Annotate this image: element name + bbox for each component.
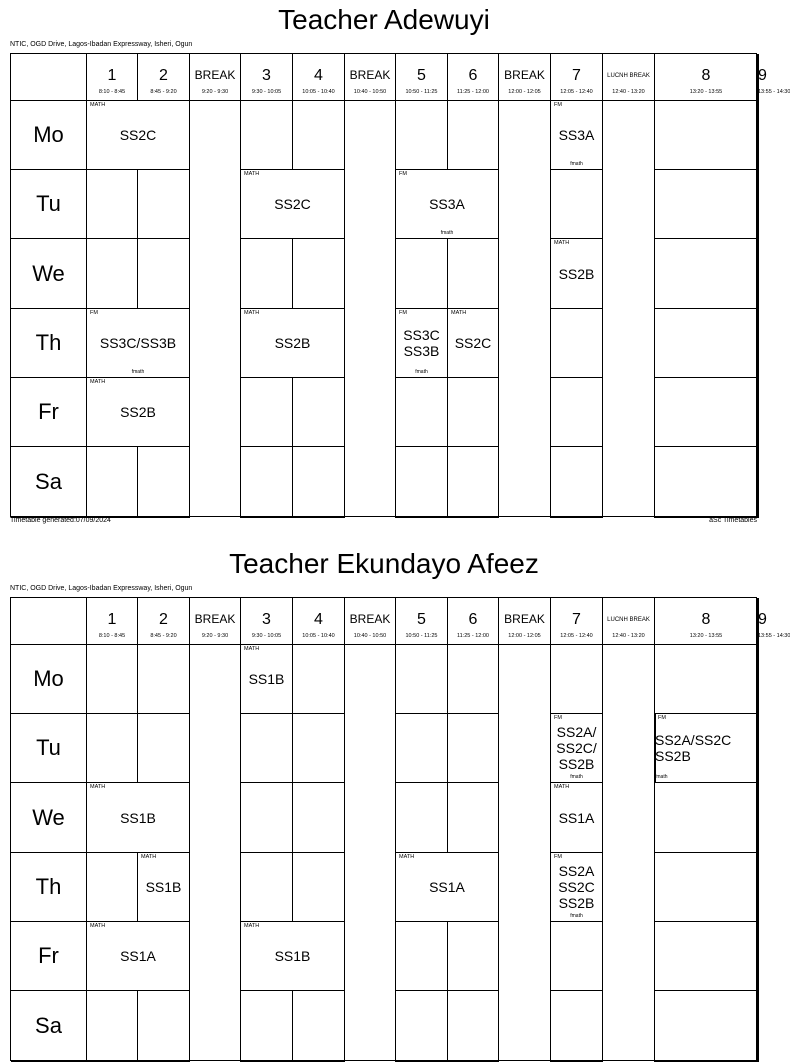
timetable-title: Teacher Adewuyi bbox=[278, 4, 490, 35]
empty-slot bbox=[241, 447, 293, 518]
empty-slot bbox=[138, 714, 190, 783]
period-header bbox=[241, 54, 293, 101]
break-column-cell bbox=[499, 378, 551, 447]
lesson-card[interactable] bbox=[551, 853, 603, 922]
break-label: BREAK bbox=[504, 612, 545, 626]
empty-slot bbox=[293, 645, 345, 714]
period-time: 9:20 - 9:30 bbox=[201, 633, 229, 639]
lesson-card[interactable] bbox=[396, 170, 499, 239]
empty-slot bbox=[87, 991, 138, 1062]
period-number: 3 bbox=[262, 611, 271, 628]
day-label: Mo bbox=[33, 666, 64, 691]
generated-date: Timetable generated:07/09/2024 bbox=[10, 517, 111, 524]
lesson-note: fmath bbox=[440, 230, 454, 236]
empty-slot bbox=[241, 239, 293, 309]
timetable-grid bbox=[10, 597, 790, 1061]
period-header bbox=[603, 54, 655, 101]
break-label: BREAK bbox=[504, 68, 545, 82]
lesson-note: fmath bbox=[415, 369, 428, 375]
empty-slot bbox=[448, 991, 499, 1062]
empty-slot bbox=[551, 447, 603, 518]
empty-slot bbox=[138, 991, 190, 1062]
break-column-cell bbox=[603, 645, 655, 714]
period-header bbox=[499, 54, 551, 101]
empty-slot bbox=[448, 239, 499, 309]
break-label: BREAK bbox=[194, 68, 236, 82]
lesson-classes: SS3C SS3B bbox=[403, 327, 440, 359]
empty-slot bbox=[87, 853, 138, 922]
period-time: 12:40 - 13:20 bbox=[612, 89, 645, 95]
break-column-cell bbox=[190, 645, 241, 714]
day-label: Sa bbox=[35, 1013, 62, 1038]
break-column-cell bbox=[190, 239, 241, 309]
break-column-cell bbox=[345, 991, 396, 1062]
period-time: 9:30 - 10:05 bbox=[251, 633, 282, 639]
lesson-subject: FM bbox=[554, 715, 562, 721]
empty-slot bbox=[396, 378, 448, 447]
break-column-cell bbox=[499, 239, 551, 309]
empty-slot bbox=[655, 101, 758, 170]
period-header bbox=[241, 598, 293, 645]
lesson-card[interactable] bbox=[551, 239, 603, 309]
empty-slot bbox=[551, 378, 603, 447]
lesson-classes: SS1B bbox=[120, 809, 156, 826]
period-header bbox=[87, 54, 138, 101]
lesson-card[interactable] bbox=[551, 101, 603, 170]
school-address: NTIC, OGD Drive, Lagos-Ibadan Expressway, Isheri, Ogun bbox=[10, 585, 193, 592]
lesson-subject: MATH bbox=[244, 310, 260, 316]
empty-slot bbox=[138, 447, 190, 518]
break-column-cell bbox=[190, 101, 241, 170]
break-column-cell bbox=[499, 645, 551, 714]
empty-slot bbox=[396, 714, 448, 783]
period-header bbox=[551, 54, 603, 101]
lesson-note: fmath bbox=[131, 369, 145, 375]
day-label-cell bbox=[11, 853, 87, 922]
lesson-classes: SS1A bbox=[120, 948, 156, 964]
lesson-card[interactable] bbox=[448, 309, 499, 378]
break-column-cell bbox=[499, 447, 551, 518]
break-column-cell bbox=[190, 378, 241, 447]
break-column-cell bbox=[345, 922, 396, 991]
lesson-subject: MATH bbox=[90, 379, 106, 385]
empty-slot bbox=[758, 239, 759, 309]
empty-slot bbox=[241, 378, 293, 447]
period-header bbox=[448, 598, 499, 645]
break-column-cell bbox=[345, 170, 396, 239]
lesson-classes: SS1B bbox=[248, 671, 285, 687]
day-label: Fr bbox=[38, 943, 59, 968]
period-number: 4 bbox=[314, 611, 323, 628]
period-time: 9:30 - 10:05 bbox=[251, 89, 282, 95]
empty-slot bbox=[655, 447, 758, 518]
period-header bbox=[396, 598, 448, 645]
day-label-cell bbox=[11, 645, 87, 714]
break-column-cell bbox=[345, 447, 396, 518]
lesson-card[interactable] bbox=[138, 853, 190, 922]
lesson-subject: MATH bbox=[141, 854, 157, 860]
lesson-card[interactable] bbox=[396, 853, 499, 922]
day-label-cell bbox=[11, 101, 87, 170]
day-label-cell bbox=[11, 309, 87, 378]
period-header bbox=[345, 598, 396, 645]
break-column-cell bbox=[190, 783, 241, 853]
break-column-cell bbox=[345, 853, 396, 922]
empty-slot bbox=[655, 922, 758, 991]
period-number: 5 bbox=[417, 67, 426, 84]
lesson-subject: MATH bbox=[244, 171, 260, 177]
empty-slot bbox=[396, 991, 448, 1062]
lesson-classes: SS1A bbox=[558, 809, 595, 826]
break-column-cell bbox=[345, 714, 396, 783]
empty-slot bbox=[655, 239, 758, 309]
period-header bbox=[655, 598, 758, 645]
day-label-cell bbox=[11, 783, 87, 853]
empty-slot bbox=[87, 447, 138, 518]
empty-slot bbox=[138, 170, 190, 239]
lesson-card[interactable] bbox=[87, 378, 190, 447]
lesson-note: fmath bbox=[570, 774, 583, 780]
period-time: 13:20 - 13:55 bbox=[689, 633, 723, 639]
lesson-subject: FM bbox=[658, 715, 666, 721]
empty-slot bbox=[758, 170, 759, 239]
empty-slot bbox=[655, 991, 758, 1062]
empty-slot bbox=[448, 447, 499, 518]
lesson-card[interactable] bbox=[241, 309, 345, 378]
day-label-cell bbox=[11, 170, 87, 239]
empty-slot bbox=[655, 170, 758, 239]
break-column-cell bbox=[603, 170, 655, 239]
empty-slot bbox=[293, 378, 345, 447]
lesson-subject: MATH bbox=[90, 102, 106, 108]
break-label: BREAK bbox=[349, 612, 391, 626]
lesson-classes: SS2A SS2C SS2B bbox=[558, 863, 595, 911]
break-column-cell bbox=[603, 991, 655, 1062]
lesson-subject: FM bbox=[554, 102, 562, 108]
empty-slot bbox=[87, 645, 138, 714]
break-column-cell bbox=[603, 922, 655, 991]
empty-slot bbox=[241, 853, 293, 922]
lesson-classes: SS2B bbox=[274, 335, 311, 351]
school-address: NTIC, OGD Drive, Lagos-Ibadan Expressway, Isheri, Ogun bbox=[10, 41, 193, 48]
break-column-cell bbox=[499, 783, 551, 853]
empty-slot bbox=[655, 309, 758, 378]
period-header: 9 13:55 - 14:30 bbox=[758, 598, 759, 645]
period-time: 10:05 - 10:40 bbox=[302, 633, 335, 639]
break-column-cell bbox=[603, 378, 655, 447]
empty-slot bbox=[551, 170, 603, 239]
lesson-subject: MATH bbox=[399, 854, 415, 860]
break-label: LUCNH BREAK bbox=[607, 617, 650, 623]
period-time: 13:20 - 13:55 bbox=[689, 89, 723, 95]
empty-slot bbox=[448, 783, 499, 853]
period-header bbox=[138, 598, 190, 645]
corner-cell bbox=[11, 54, 87, 101]
day-label: Sa bbox=[35, 469, 62, 494]
lesson-subject: MATH bbox=[244, 923, 260, 929]
break-column-cell bbox=[603, 447, 655, 518]
period-number: 6 bbox=[468, 67, 478, 84]
lesson-card[interactable]: FM SS2A/SS2C SS2B fmath bbox=[655, 714, 656, 783]
break-column-cell bbox=[499, 714, 551, 783]
empty-slot bbox=[241, 101, 293, 170]
period-header: 9 13:55 - 14:30 bbox=[758, 54, 759, 101]
period-time: 12:40 - 13:20 bbox=[612, 633, 645, 639]
break-column-cell bbox=[603, 783, 655, 853]
day-label: Tu bbox=[36, 735, 61, 760]
corner-cell bbox=[11, 598, 87, 645]
period-time: 8:45 - 9:20 bbox=[150, 633, 177, 639]
period-time: 11:25 - 12:00 bbox=[456, 633, 489, 639]
day-label-cell bbox=[11, 991, 87, 1062]
period-number: 1 bbox=[107, 67, 117, 84]
empty-slot bbox=[448, 645, 499, 714]
period-time: 8:10 - 8:45 bbox=[98, 633, 126, 639]
break-column-cell bbox=[190, 714, 241, 783]
break-column-cell bbox=[345, 783, 396, 853]
period-time: 8:45 - 9:20 bbox=[150, 89, 177, 95]
break-column-cell bbox=[345, 645, 396, 714]
break-column-cell bbox=[190, 991, 241, 1062]
break-column-cell bbox=[499, 922, 551, 991]
period-time: 10:50 - 11:25 bbox=[405, 89, 438, 95]
empty-slot bbox=[551, 991, 603, 1062]
empty-slot bbox=[758, 447, 759, 518]
empty-slot bbox=[138, 239, 190, 309]
empty-slot bbox=[758, 714, 759, 783]
day-label-cell bbox=[11, 378, 87, 447]
empty-slot bbox=[293, 853, 345, 922]
lesson-card[interactable] bbox=[241, 922, 345, 991]
period-header bbox=[603, 598, 655, 645]
empty-slot bbox=[758, 922, 759, 991]
break-label: BREAK bbox=[349, 68, 391, 82]
lesson-note: fmath bbox=[570, 913, 583, 919]
day-label: Th bbox=[35, 874, 62, 899]
empty-slot bbox=[655, 378, 758, 447]
period-time: 10:40 - 10:50 bbox=[353, 89, 387, 95]
lesson-note: fmath bbox=[570, 161, 583, 167]
empty-slot bbox=[293, 783, 345, 853]
day-label: Tu bbox=[36, 191, 61, 216]
period-header bbox=[345, 54, 396, 101]
period-header bbox=[551, 598, 603, 645]
empty-slot bbox=[655, 783, 758, 853]
break-column-cell bbox=[345, 101, 396, 170]
empty-slot bbox=[396, 447, 448, 518]
break-column-cell bbox=[345, 239, 396, 309]
break-column-cell bbox=[190, 853, 241, 922]
break-column-cell bbox=[603, 239, 655, 309]
period-time: 10:40 - 10:50 bbox=[353, 633, 387, 639]
break-column-cell bbox=[190, 922, 241, 991]
break-label: BREAK bbox=[194, 612, 236, 626]
empty-slot bbox=[293, 714, 345, 783]
period-header bbox=[190, 54, 241, 101]
lesson-classes: SS2C bbox=[454, 335, 492, 351]
period-header bbox=[87, 598, 138, 645]
period-header bbox=[655, 54, 758, 101]
empty-slot bbox=[655, 853, 758, 922]
generator-credit: aSc Timetables bbox=[709, 517, 757, 524]
lesson-card[interactable] bbox=[241, 170, 345, 239]
lesson-card[interactable] bbox=[87, 922, 190, 991]
empty-slot bbox=[396, 922, 448, 991]
empty-slot bbox=[448, 101, 499, 170]
break-column-cell bbox=[345, 309, 396, 378]
period-time: 12:00 - 12:05 bbox=[508, 633, 541, 639]
period-time: 11:25 - 12:00 bbox=[456, 89, 489, 95]
period-header bbox=[293, 598, 345, 645]
empty-slot bbox=[396, 783, 448, 853]
period-header bbox=[448, 54, 499, 101]
day-label-cell bbox=[11, 922, 87, 991]
period-header bbox=[293, 54, 345, 101]
period-number: 5 bbox=[417, 611, 426, 628]
period-header bbox=[190, 598, 241, 645]
day-label: Fr bbox=[38, 399, 59, 424]
lesson-classes: SS2A/ SS2C/ SS2B bbox=[556, 724, 597, 772]
period-time: 9:20 - 9:30 bbox=[201, 89, 229, 95]
empty-slot bbox=[551, 922, 603, 991]
empty-slot bbox=[448, 714, 499, 783]
lesson-subject: MATH bbox=[554, 784, 570, 790]
empty-slot bbox=[396, 239, 448, 309]
lesson-classes: SS1B bbox=[274, 948, 311, 964]
empty-slot bbox=[758, 101, 759, 170]
day-label-cell bbox=[11, 714, 87, 783]
break-column-cell bbox=[190, 170, 241, 239]
period-number: 4 bbox=[314, 67, 323, 84]
empty-slot bbox=[758, 309, 759, 378]
day-label: Th bbox=[35, 330, 62, 355]
day-label: Mo bbox=[33, 122, 64, 147]
lesson-card[interactable] bbox=[551, 714, 603, 783]
empty-slot bbox=[87, 239, 138, 309]
empty-slot bbox=[758, 783, 759, 853]
empty-slot bbox=[655, 645, 758, 714]
lesson-subject: MATH bbox=[90, 784, 106, 790]
lesson-subject: MATH bbox=[90, 923, 106, 929]
day-label: We bbox=[32, 260, 65, 286]
lesson-classes: SS2B bbox=[120, 404, 156, 420]
period-time: 8:10 - 8:45 bbox=[98, 89, 126, 95]
lesson-card[interactable] bbox=[87, 783, 190, 853]
lesson-subject: MATH bbox=[554, 240, 570, 246]
empty-slot bbox=[551, 645, 603, 714]
break-column-cell bbox=[345, 378, 396, 447]
lesson-classes: SS2C bbox=[119, 127, 157, 143]
period-time: 12:05 - 12:40 bbox=[560, 89, 593, 95]
empty-slot bbox=[293, 447, 345, 518]
day-label: We bbox=[32, 804, 65, 830]
lesson-subject: FM bbox=[90, 310, 98, 316]
period-time: 10:05 - 10:40 bbox=[302, 89, 335, 95]
lesson-subject: FM bbox=[399, 171, 407, 177]
empty-slot bbox=[758, 378, 759, 447]
break-column-cell bbox=[499, 309, 551, 378]
break-column-cell bbox=[603, 714, 655, 783]
period-number: 8 bbox=[701, 67, 711, 84]
lesson-subject: MATH bbox=[244, 646, 260, 652]
lesson-subject: MATH bbox=[451, 310, 467, 316]
empty-slot bbox=[241, 783, 293, 853]
day-label-cell bbox=[11, 447, 87, 518]
lesson-classes: SS3A bbox=[558, 127, 595, 143]
break-label: LUCNH BREAK bbox=[607, 73, 650, 79]
empty-slot bbox=[551, 309, 603, 378]
break-column-cell bbox=[190, 447, 241, 518]
lesson-card[interactable] bbox=[551, 783, 603, 853]
period-number: 7 bbox=[572, 611, 581, 628]
lesson-card[interactable] bbox=[87, 101, 190, 170]
break-column-cell bbox=[190, 309, 241, 378]
empty-slot bbox=[448, 922, 499, 991]
empty-slot bbox=[758, 645, 759, 714]
period-number: 1 bbox=[107, 611, 117, 628]
empty-slot bbox=[396, 101, 448, 170]
lesson-card[interactable] bbox=[241, 645, 293, 714]
period-number: 2 bbox=[159, 67, 168, 84]
empty-slot bbox=[293, 101, 345, 170]
empty-slot bbox=[396, 645, 448, 714]
day-label-cell bbox=[11, 239, 87, 309]
lesson-classes: SS1A bbox=[429, 879, 465, 895]
break-column-cell bbox=[603, 101, 655, 170]
lesson-classes: SS1B bbox=[145, 879, 182, 895]
break-column-cell bbox=[603, 309, 655, 378]
break-column-cell bbox=[603, 853, 655, 922]
timetable-grid bbox=[10, 53, 790, 517]
break-column-cell bbox=[499, 170, 551, 239]
period-number: 6 bbox=[468, 611, 478, 628]
break-column-cell bbox=[499, 991, 551, 1062]
empty-slot bbox=[241, 714, 293, 783]
period-time: 12:05 - 12:40 bbox=[560, 633, 593, 639]
period-time: 10:50 - 11:25 bbox=[405, 633, 438, 639]
empty-slot bbox=[138, 645, 190, 714]
period-number: 7 bbox=[572, 67, 581, 84]
lesson-card[interactable] bbox=[87, 309, 190, 378]
period-time: 12:00 - 12:05 bbox=[508, 89, 541, 95]
lesson-classes: SS3A bbox=[429, 196, 465, 212]
empty-slot bbox=[448, 378, 499, 447]
break-column-cell bbox=[499, 853, 551, 922]
lesson-card[interactable] bbox=[396, 309, 448, 378]
period-number: 2 bbox=[159, 611, 168, 628]
break-column-cell bbox=[499, 101, 551, 170]
lesson-subject: FM bbox=[399, 310, 407, 316]
empty-slot bbox=[87, 170, 138, 239]
period-header bbox=[499, 598, 551, 645]
timetable-title: Teacher Ekundayo Afeez bbox=[229, 548, 539, 579]
lesson-classes: SS2C bbox=[274, 196, 311, 212]
empty-slot bbox=[758, 991, 759, 1062]
empty-slot bbox=[293, 239, 345, 309]
period-header bbox=[138, 54, 190, 101]
lesson-subject: FM bbox=[554, 854, 562, 860]
period-number: 3 bbox=[262, 67, 271, 84]
period-number: 8 bbox=[701, 611, 711, 628]
lesson-classes: SS2B bbox=[558, 265, 595, 282]
empty-slot bbox=[758, 853, 759, 922]
lesson-classes: SS3C/SS3B bbox=[99, 335, 177, 351]
empty-slot bbox=[293, 991, 345, 1062]
period-header bbox=[396, 54, 448, 101]
empty-slot bbox=[241, 991, 293, 1062]
empty-slot bbox=[87, 714, 138, 783]
